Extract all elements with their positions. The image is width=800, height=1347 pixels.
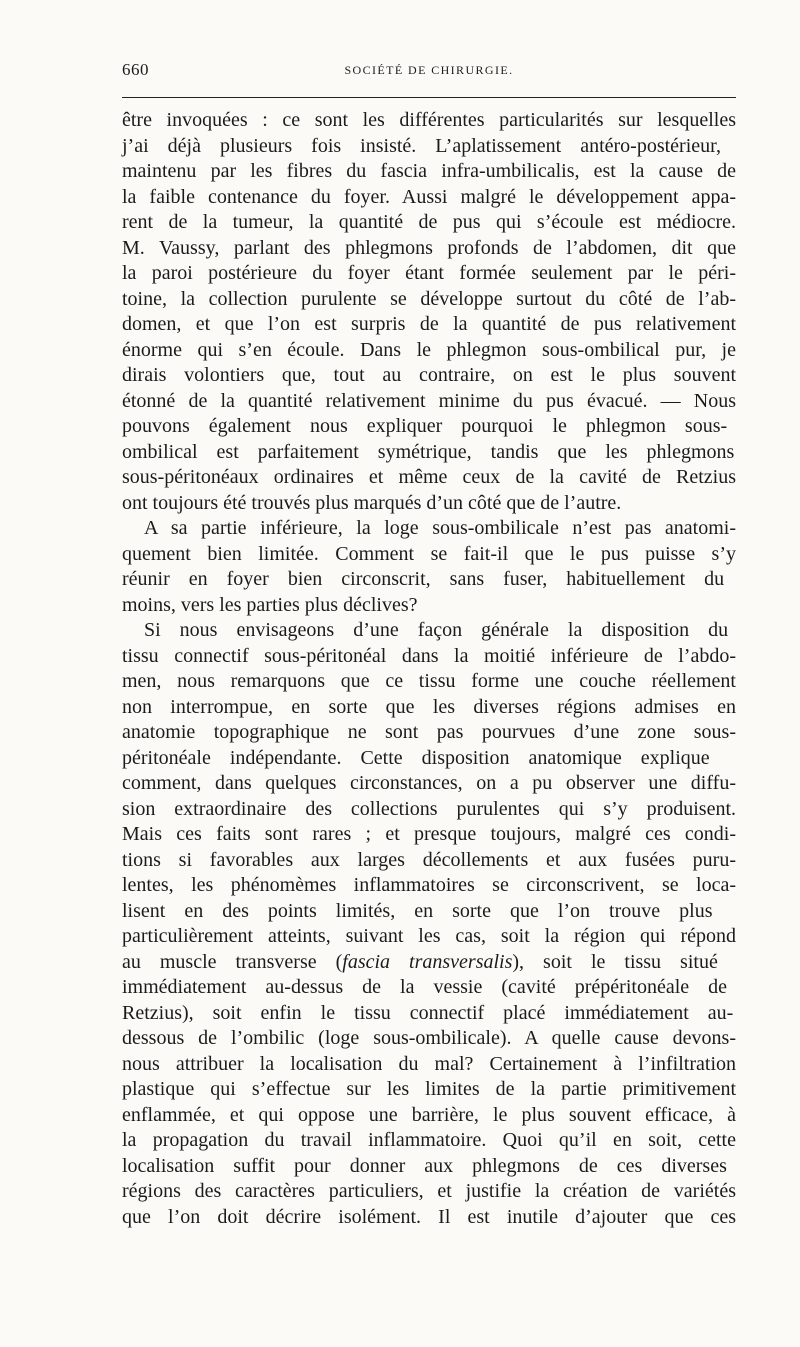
text-line-content: [144, 516, 736, 542]
line-text: énorme qui s’en écoule. Dans le phlegmon sous-ombilical pur, je: [122, 338, 736, 361]
text-line: [122, 720, 736, 746]
text-line: [122, 593, 736, 619]
text-line-content: [122, 261, 736, 287]
text-line: [122, 134, 736, 160]
text-line: [122, 210, 736, 236]
text-line: [122, 312, 736, 338]
text-line-content: [122, 1026, 736, 1052]
line-text: sous-péritonéaux ordinaires et même ceux de la cavité de Retzius: [122, 466, 736, 488]
line-text: lentes, les phénomèmes inflammatoires se circonscrivent, se loca-: [122, 874, 736, 896]
line-text: Si nous envisageons d’une façon générale la disposition du: [144, 619, 729, 641]
text-line: [122, 644, 736, 670]
text-line-content: [122, 899, 713, 925]
text-line: [122, 1052, 736, 1078]
line-text: lisent en des points limités, en sorte que l’on trouve plus: [122, 899, 713, 922]
header-rule: [122, 97, 736, 98]
text-line: [122, 746, 736, 772]
text-line: [122, 1077, 736, 1103]
line-text: être invoquées : ce sont les différentes particularités sur lesquelles: [122, 109, 736, 131]
line-text: réunir en foyer bien circonscrit, sans fuser, habituellement du: [122, 568, 725, 590]
text-line-content: [122, 1154, 727, 1180]
line-text: M. Vaussy, parlant des phlegmons profonds de l’abdomen, dit que: [122, 236, 736, 259]
text-line-content: [122, 338, 736, 364]
text-line: [122, 108, 736, 134]
line-text: régions des caractères particuliers, et justifie la création de variétés: [122, 1180, 736, 1202]
text-line-content: [122, 975, 727, 1001]
line-text: localisation suffit pour donner aux phlegmons de ces diverses: [122, 1154, 727, 1177]
text-line: [122, 1128, 736, 1154]
line-text: Mais ces faits sont rares ; et presque toujours, malgré ces condi-: [122, 823, 736, 845]
text-line-content: [122, 542, 736, 568]
text-line-content: [122, 1103, 736, 1129]
text-line: [122, 236, 736, 262]
line-text: comment, dans quelques circonstances, on a pu observer une diffu-: [122, 772, 736, 794]
text-line: [122, 1026, 736, 1052]
line-text-after: ), soit le tissu situé: [512, 950, 718, 973]
text-line: [122, 363, 736, 389]
text-line-content: [122, 287, 736, 313]
running-title: SOCIÉTÉ DE CHIRURGIE.: [344, 63, 514, 77]
text-line-content: [122, 771, 736, 797]
line-text: dessous de l’ombilic (loge sous-ombilicale). A quelle cause devons-: [122, 1027, 736, 1049]
text-line: [122, 1154, 736, 1180]
text-line: [122, 873, 736, 899]
line-text: immédiatement au-dessus de la vessie (cavité prépéritonéale de: [122, 976, 728, 998]
text-line: [122, 899, 736, 925]
line-text: particulièrement atteints, suivant les cas, soit la région qui répond: [122, 925, 736, 947]
text-line: [122, 1205, 736, 1231]
text-line: [122, 1179, 736, 1205]
text-line: [122, 465, 736, 491]
line-text: plastique qui s’effectue sur les limites de la partie primitivement: [122, 1078, 736, 1100]
line-text: péritonéale indépendante. Cette disposition anatomique explique: [122, 746, 710, 769]
text-line: [122, 1103, 736, 1129]
text-line: [122, 618, 736, 644]
text-line: [122, 822, 736, 848]
line-text: moins, vers les parties plus déclives?: [122, 593, 418, 616]
text-line-content: [122, 1128, 736, 1154]
italic-term: fascia transversalis: [342, 950, 513, 973]
line-text: sion extraordinaire des collections purulentes qui s’y produisent.: [122, 797, 736, 820]
text-line-content: [122, 312, 736, 338]
text-line: [122, 771, 736, 797]
line-text: quement bien limitée. Comment se fait-il que le pus puisse s’y: [122, 542, 736, 565]
text-line-content: [122, 1001, 733, 1027]
text-line-content: [122, 108, 736, 134]
text-line-content: [122, 822, 736, 848]
text-line-content: [144, 618, 728, 644]
line-text: au muscle transverse (: [122, 950, 343, 973]
text-line-content: [122, 669, 736, 695]
line-text: toine, la collection purulente se développe surtout du côté de l’ab-: [122, 287, 736, 310]
line-text: dirais volontiers que, tout au contraire, on est le plus souvent: [122, 364, 736, 386]
text-line: [122, 389, 736, 415]
text-line-content: [122, 873, 736, 899]
line-text: nous attribuer la localisation du mal? Certainement à l’infiltration: [122, 1052, 736, 1075]
text-line: [122, 1001, 736, 1027]
body-text: [122, 108, 736, 1230]
text-line-content: [122, 593, 418, 619]
text-line: [122, 159, 736, 185]
line-text: non interrompue, en sorte que les diverses régions admises en: [122, 695, 736, 718]
line-text: pouvons également nous expliquer pourquoi le phlegmon sous-: [122, 415, 728, 437]
text-line-content: [122, 185, 736, 211]
text-line: [122, 695, 736, 721]
line-text: men, nous remarquons que ce tissu forme une couche réellement: [122, 670, 736, 692]
line-text: tissu connectif sous-péritonéal dans la moitié inférieure de l’abdo-: [122, 644, 736, 667]
text-line-content: [122, 440, 734, 466]
text-line-content: [122, 1052, 736, 1078]
line-text: maintenu par les fibres du fascia infra-umbilicalis, est la cause de: [122, 160, 736, 182]
text-line: [122, 924, 736, 950]
text-line-content: [122, 1205, 736, 1231]
text-line: [122, 975, 736, 1001]
text-line-content: [122, 159, 736, 185]
line-text: domen, et que l’on est surpris de la quantité de pus relativement: [122, 313, 736, 335]
page-number: 660: [122, 60, 149, 79]
text-line-content: [122, 236, 736, 262]
text-line-content: [122, 567, 724, 593]
line-text: j’ai déjà plusieurs fois insisté. L’aplatissement antéro-postérieur,: [122, 134, 721, 157]
text-line-content: [122, 210, 736, 236]
text-line: [122, 542, 736, 568]
text-line-content: [122, 695, 736, 721]
line-text: la paroi postérieure du foyer étant formée seulement par le péri-: [122, 262, 736, 284]
text-line: [122, 567, 736, 593]
text-line: [122, 440, 736, 466]
line-text: ont toujours été trouvés plus marqués d’un côté que de l’autre.: [122, 491, 622, 514]
text-line: [122, 338, 736, 364]
line-text: enflammée, et qui oppose une barrière, le plus souvent efficace, à: [122, 1103, 736, 1126]
text-line-content: [122, 848, 736, 874]
text-line: [122, 414, 736, 440]
line-text: rent de la tumeur, la quantité de pus qui s’écoule est médiocre.: [122, 211, 736, 233]
line-text: Retzius), soit enfin le tissu connectif placé immédiatement au-: [122, 1001, 734, 1024]
text-line: [122, 261, 736, 287]
text-line: [122, 491, 736, 517]
text-line: [122, 287, 736, 313]
text-line-content: [122, 389, 736, 415]
text-line-content: [122, 1077, 736, 1103]
text-line-content: [122, 465, 736, 491]
text-line-content: [122, 924, 736, 950]
text-line-content: [122, 797, 736, 823]
text-line-content: [122, 363, 736, 389]
line-text: ombilical est parfaitement symétrique, tandis que les phlegmons: [122, 440, 735, 463]
line-text: A sa partie inférieure, la loge sous-ombilicale n’est pas anatomi-: [144, 517, 736, 539]
text-line: [122, 797, 736, 823]
line-text: la faible contenance du foyer. Aussi malgré le développement appa-: [122, 185, 736, 208]
page-header: [122, 60, 736, 84]
text-line-content: [122, 950, 718, 976]
text-line: [122, 950, 736, 976]
line-text: tions si favorables aux larges décollements et aux fusées puru-: [122, 848, 736, 871]
text-line: [122, 516, 736, 542]
text-line-content: [122, 414, 727, 440]
line-text: que l’on doit décrire isolément. Il est inutile d’ajouter que ces: [122, 1205, 736, 1228]
text-line-content: [122, 720, 736, 746]
line-text: anatomie topographique ne sont pas pourvues d’une zone sous-: [122, 721, 736, 743]
text-line-content: [122, 134, 721, 160]
text-line-content: [122, 1179, 736, 1205]
line-text: la propagation du travail inflammatoire. Quoi qu’il en soit, cette: [122, 1129, 736, 1151]
text-line: [122, 669, 736, 695]
text-line-content: [122, 491, 621, 517]
line-text: étonné de la quantité relativement minime du pus évacué. — Nous: [122, 389, 736, 412]
text-line-content: [122, 746, 710, 772]
text-line: [122, 848, 736, 874]
text-line: [122, 185, 736, 211]
text-line-content: [122, 644, 736, 670]
